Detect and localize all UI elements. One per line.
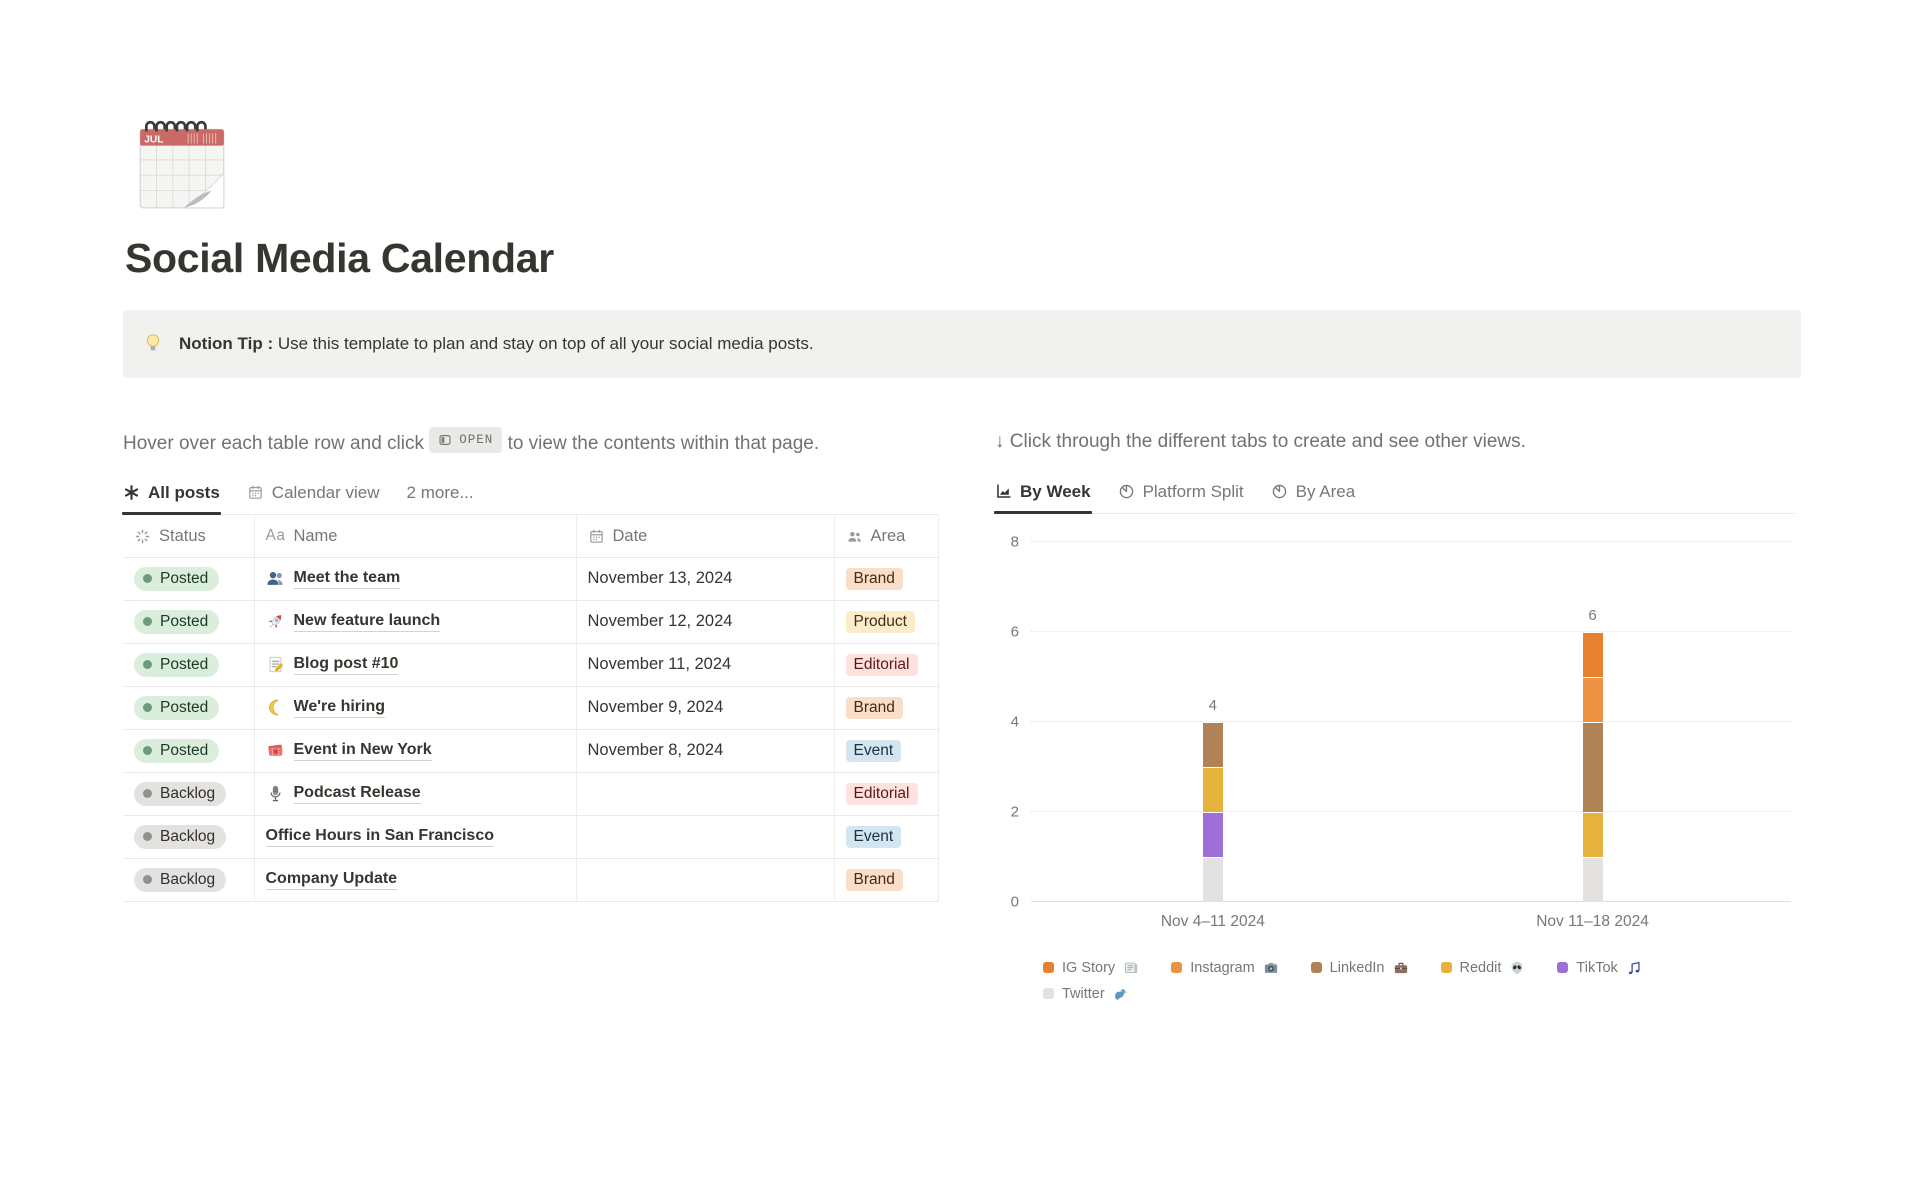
date-cell[interactable]: November 8, 2024: [576, 729, 834, 772]
legend-swatch: [1311, 962, 1322, 973]
x-axis-labels: [1031, 902, 1795, 936]
open-button[interactable]: OPEN: [429, 427, 502, 453]
chart-plot-area: [1031, 542, 1795, 902]
date-cell[interactable]: November 11, 2024: [576, 643, 834, 686]
gridline: [1031, 631, 1791, 632]
table-row[interactable]: [123, 815, 938, 858]
tab-by-area[interactable]: By Area: [1271, 482, 1356, 502]
y-tick-label: 0: [1010, 893, 1019, 911]
date-cell[interactable]: November 9, 2024: [576, 686, 834, 729]
people-icon: [846, 528, 863, 545]
page-title: Social Media Calendar: [125, 235, 554, 281]
date-cell[interactable]: November 13, 2024: [576, 557, 834, 600]
bird-icon: [1113, 986, 1129, 1002]
y-tick-label: 8: [1010, 533, 1019, 551]
musical-notes-icon: [1626, 960, 1642, 976]
bar-total-label: 4: [1208, 696, 1217, 714]
page-link[interactable]: Event in New York: [266, 741, 565, 761]
area-tag[interactable]: Brand: [846, 568, 903, 590]
tab-calendar-view[interactable]: Calendar view: [247, 483, 380, 503]
x-tick-label: Nov 4–11 2024: [1160, 912, 1265, 930]
legend-swatch: [1043, 988, 1054, 999]
y-tick-label: 6: [1010, 623, 1019, 641]
area-tag[interactable]: Editorial: [846, 783, 918, 805]
notion-page: [123, 0, 1801, 1002]
table-row[interactable]: [123, 643, 938, 686]
bar-segment-tiktok: [1203, 813, 1223, 857]
status-dot-icon: [143, 875, 152, 884]
memo-icon: [266, 655, 285, 674]
status-dot-icon: [143, 617, 152, 626]
y-axis-labels: [995, 533, 1031, 911]
gridline: [1031, 721, 1791, 722]
bar-segment-twitter: [1583, 858, 1603, 902]
area-tag[interactable]: Event: [846, 826, 902, 848]
page-link[interactable]: Meet the team: [266, 569, 565, 589]
bar-segment-linkedin: [1583, 723, 1603, 812]
notion-tip-callout: [123, 310, 1801, 378]
table-row[interactable]: [123, 686, 938, 729]
admission-tickets-icon: [266, 741, 285, 760]
legend-label: IG Story: [1062, 959, 1116, 976]
status-dot-icon: [143, 660, 152, 669]
area-tag[interactable]: Editorial: [846, 654, 918, 676]
date-cell[interactable]: [576, 858, 834, 901]
pie-chart-icon: [1271, 483, 1288, 500]
right-instruction: ↓ Click through the different tabs to create and see other views.: [995, 430, 1526, 452]
left-view-tabs: [123, 483, 938, 515]
busts-in-silhouette-icon: [266, 569, 285, 588]
column-header-name[interactable]: Aa Name: [254, 515, 576, 558]
status-spinner-icon: [134, 528, 151, 545]
legend-item[interactable]: [1311, 960, 1409, 976]
status-badge[interactable]: Backlog: [134, 868, 226, 892]
posts-table: [123, 515, 939, 902]
status-dot-icon: [143, 574, 152, 583]
status-dot-icon: [143, 703, 152, 712]
status-dot-icon: [143, 746, 152, 755]
page-link[interactable]: Office Hours in San Francisco: [266, 827, 565, 847]
y-tick-label: 2: [1010, 803, 1019, 821]
page-link[interactable]: Company Update: [266, 870, 565, 890]
page-link[interactable]: Podcast Release: [266, 784, 565, 804]
newspaper-icon: [1123, 960, 1139, 976]
legend-item[interactable]: [1441, 960, 1526, 976]
legend-label: Reddit: [1459, 959, 1502, 976]
area-tag[interactable]: Event: [846, 740, 902, 762]
bar-chart-icon: [995, 483, 1012, 500]
table-row[interactable]: [123, 729, 938, 772]
side-peek-icon: [438, 433, 452, 447]
tab-all-posts[interactable]: All posts: [123, 483, 220, 503]
legend-item[interactable]: [1043, 960, 1139, 976]
status-dot-icon: [143, 789, 152, 798]
area-tag[interactable]: Product: [846, 611, 915, 633]
bar-segment-ig-story: [1583, 633, 1603, 677]
pie-chart-icon: [1118, 483, 1135, 500]
bar-segment-linkedin: [1203, 723, 1223, 767]
column-header-status[interactable]: Status: [123, 515, 254, 558]
status-badge[interactable]: Posted: [134, 610, 219, 634]
table-row[interactable]: [123, 557, 938, 600]
status-badge[interactable]: Posted: [134, 653, 219, 677]
bar-segment-twitter: [1203, 858, 1223, 902]
gridline: [1031, 541, 1791, 542]
status-badge[interactable]: Posted: [134, 696, 219, 720]
briefcase-icon: [1393, 960, 1409, 976]
text-type-icon: Aa: [265, 527, 286, 545]
chart-legend: [1043, 960, 1749, 1002]
rocket-icon: [266, 612, 285, 631]
table-row[interactable]: [123, 772, 938, 815]
area-tag[interactable]: Brand: [846, 869, 903, 891]
legend-label: Instagram: [1190, 959, 1255, 976]
light-bulb-icon: [142, 332, 164, 354]
tab-platform-split[interactable]: Platform Split: [1118, 482, 1244, 502]
page-link[interactable]: Blog post #10: [266, 655, 565, 675]
date-cell[interactable]: [576, 815, 834, 858]
spiral-calendar-page-icon[interactable]: [131, 112, 233, 214]
status-badge[interactable]: Posted: [134, 739, 219, 763]
asterisk-icon: [123, 484, 140, 501]
date-cell[interactable]: November 12, 2024: [576, 600, 834, 643]
status-badge[interactable]: Backlog: [134, 825, 226, 849]
legend-swatch: [1441, 962, 1452, 973]
column-header-area[interactable]: Area: [834, 515, 938, 558]
legend-item[interactable]: [1171, 960, 1278, 976]
studio-microphone-icon: [266, 784, 285, 803]
crescent-moon-icon: [266, 698, 285, 717]
bar-total-label: 6: [1588, 606, 1597, 624]
date-cell[interactable]: [576, 772, 834, 815]
camera-icon: [1263, 960, 1279, 976]
right-view-tabs: [995, 482, 1795, 514]
bar-segment-instagram: [1583, 678, 1603, 722]
legend-swatch: [1043, 962, 1054, 973]
legend-item[interactable]: [1043, 986, 1129, 1002]
y-tick-label: 4: [1010, 713, 1019, 731]
table-row[interactable]: [123, 600, 938, 643]
callout-text: Notion Tip : Use this template to plan and stay on top of all your social media posts.: [179, 334, 814, 353]
alien-icon: [1509, 960, 1525, 976]
calendar-icon: [588, 528, 605, 545]
page-link[interactable]: New feature launch: [266, 612, 565, 632]
legend-label: TikTok: [1576, 959, 1618, 976]
tab-more-views[interactable]: 2 more...: [406, 482, 474, 502]
area-tag[interactable]: Brand: [846, 697, 903, 719]
page-link[interactable]: We're hiring: [266, 698, 565, 718]
status-dot-icon: [143, 832, 152, 841]
table-row[interactable]: [123, 858, 938, 901]
column-header-date[interactable]: Date: [576, 515, 834, 558]
tab-by-week[interactable]: By Week: [995, 482, 1091, 502]
legend-label: LinkedIn: [1329, 959, 1385, 976]
status-badge[interactable]: Backlog: [134, 782, 226, 806]
legend-item[interactable]: [1557, 960, 1641, 976]
calendar-icon: [247, 484, 264, 501]
gridline: [1031, 811, 1791, 812]
bar-segment-reddit: [1583, 813, 1603, 857]
left-instruction: Hover over each table row and click OPEN to view the contents within that page.: [123, 427, 938, 459]
status-badge[interactable]: Posted: [134, 567, 219, 591]
legend-swatch: [1557, 962, 1568, 973]
legend-swatch: [1171, 962, 1182, 973]
x-tick-label: Nov 11–18 2024: [1536, 912, 1649, 930]
by-week-stacked-bar-chart: [995, 533, 1795, 1002]
legend-label: Twitter: [1062, 985, 1105, 1002]
bar-segment-reddit: [1203, 768, 1223, 812]
